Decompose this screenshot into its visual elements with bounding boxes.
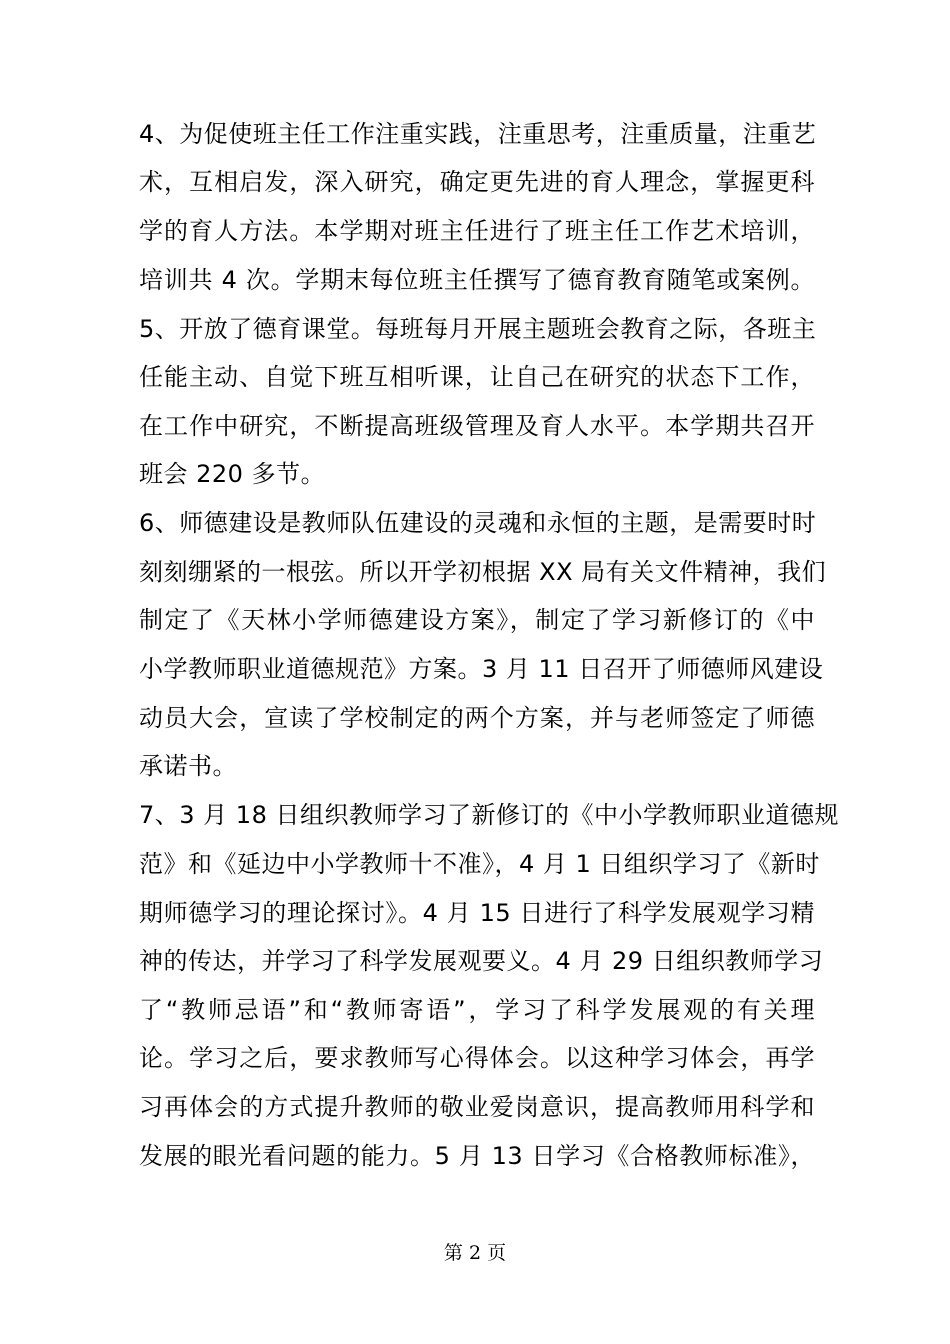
text-line: 4、为促使班主任工作注重实践，注重思考，注重质量，注重艺 <box>139 120 817 148</box>
text-line: 了“教师忌语”和“教师寄语”，学习了科学发展观的有关理 <box>139 996 815 1024</box>
text-line: 学的育人方法。本学期对班主任进行了班主任工作艺术培训， <box>139 217 815 245</box>
text-line: 小学教师职业道德规范》方案。3 月 11 日召开了师德师风建设 <box>139 655 824 683</box>
text-line: 在工作中研究，不断提高班级管理及育人水平。本学期共召开 <box>139 412 815 440</box>
text-line: 承诺书。 <box>139 752 237 780</box>
text-line: 培训共 4 次。学期末每位班主任撰写了德育教育随笔或案例。 <box>139 266 815 294</box>
text-line: 范》和《延边中小学教师十不准》，4 月 1 日组织学习了《新时 <box>139 850 820 878</box>
text-line: 动员大会，宣读了学校制定的两个方案，并与老师签定了师德 <box>139 704 815 732</box>
text-line: 任能主动、自觉下班互相听课，让自己在研究的状态下工作， <box>139 363 815 391</box>
page-number: 第 2 页 <box>443 1242 507 1264</box>
text-line: 班会 220 多节。 <box>139 460 326 488</box>
text-line: 发展的眼光看问题的能力。5 月 13 日学习《合格教师标准》， <box>139 1142 815 1170</box>
text-line: 术，互相启发，深入研究，确定更先进的育人理念，掌握更科 <box>139 168 815 196</box>
text-line: 刻刻绷紧的一根弦。所以开学初根据 XX 局有关文件精神，我们 <box>139 558 827 586</box>
text-line: 习再体会的方式提升教师的敬业爱岗意识，提高教师用科学和 <box>139 1093 815 1121</box>
text-line: 6、师德建设是教师队伍建设的灵魂和永恒的主题，是需要时时 <box>139 509 817 537</box>
text-line: 5、开放了德育课堂。每班每月开展主题班会教育之际，各班主 <box>139 315 817 343</box>
text-line: 制定了《天林小学师德建设方案》，制定了学习新修订的《中 <box>139 606 815 634</box>
text-line: 期师德学习的理论探讨》。4 月 15 日进行了科学发展观学习精 <box>139 899 815 927</box>
text-line: 论。学习之后，要求教师写心得体会。以这种学习体会，再学 <box>139 1044 815 1072</box>
text-line: 神的传达，并学习了科学发展观要义。4 月 29 日组织教师学习 <box>139 947 824 975</box>
text-line: 7、3 月 18 日组织教师学习了新修订的《中小学教师职业道德规 <box>139 801 839 829</box>
